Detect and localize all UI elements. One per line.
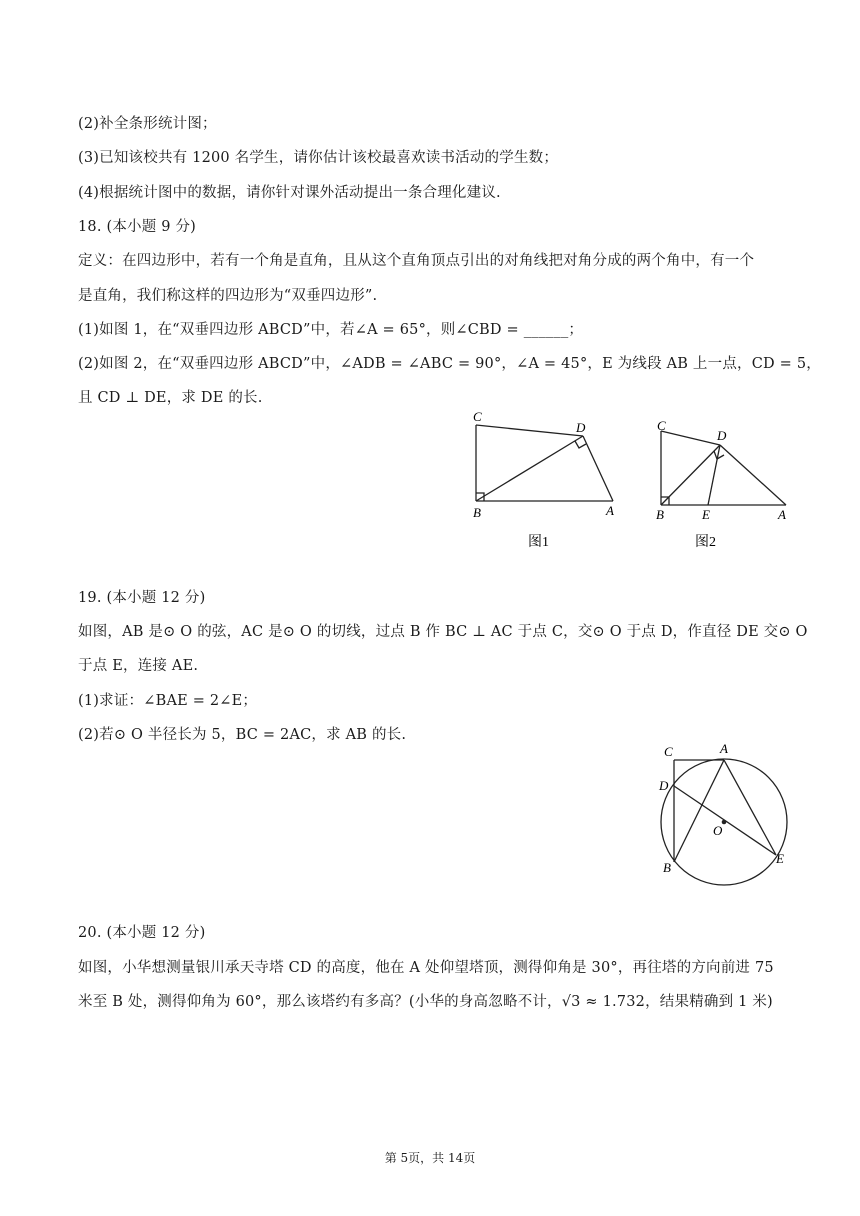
q17-item-4: (4)根据统计图中的数据，请你针对课外活动提出一条合理化建议.	[78, 185, 501, 201]
q18-part-2-line-1: (2)如图 2，在“双垂四边形 ABCD”中，∠ADB = ∠ABC = 90°，∠A = 45°，E 为线段 AB 上一点，CD = 5，	[78, 356, 821, 372]
q20-line-1: 如图，小华想测量银川承天寺塔 CD 的高度，他在 A 处仰望塔顶，测得仰角是 30°，再往塔的方向前进 75	[78, 960, 774, 976]
q19-heading: 19. (本小题 12 分)	[78, 590, 206, 606]
fig19-label-c: C	[664, 744, 673, 759]
fig1-label-d: D	[576, 420, 586, 435]
q18-figure-1	[460, 405, 630, 555]
q19-line-1: 如图，AB 是⊙ O 的弦，AC 是⊙ O 的切线，过点 B 作 BC ⊥ AC 于点 C，交⊙ O 于点 D，作直径 DE 交⊙ O	[78, 624, 808, 640]
q20-heading: 20. (本小题 12 分)	[78, 925, 206, 941]
q18-part-1: (1)如图 1，在“双垂四边形 ABCD”中，若∠A = 65°，则∠CBD = ______；	[78, 322, 584, 338]
q19-part-2: (2)若⊙ O 半径长为 5，BC = 2AC，求 AB 的长.	[78, 727, 407, 743]
fig19-label-a: A	[720, 741, 728, 756]
fig1-caption: 图1	[528, 535, 549, 550]
q20-line-2: 米至 B 处，测得仰角为 60°，那么该塔约有多高？(小华的身高忽略不计，√3 ≈ 1.732，结果精确到 1 米)	[78, 994, 773, 1010]
page-footer: 第 5页，共 14页	[384, 1151, 476, 1165]
fig2-label-e: E	[702, 507, 710, 522]
fig2-label-b: B	[656, 507, 664, 522]
q18-definition-line-2: 是直角，我们称这样的四边形为“双垂四边形”.	[78, 288, 378, 304]
q19-figure	[650, 738, 800, 888]
q18-figure-2	[648, 405, 798, 555]
fig19-label-d: D	[659, 778, 669, 793]
fig19-label-e: E	[776, 851, 784, 866]
q19-line-2: 于点 E，连接 AE.	[78, 658, 199, 674]
fig2-label-a: A	[778, 507, 786, 522]
fig2-caption: 图2	[695, 535, 716, 550]
q17-item-2: (2)补全条形统计图；	[78, 116, 217, 132]
fig19-label-b: B	[663, 860, 671, 875]
fig2-label-c: C	[657, 418, 666, 433]
fig1-label-b: B	[473, 505, 481, 520]
q19-part-1: (1)求证：∠BAE = 2∠E；	[78, 693, 258, 709]
q18-definition-line-1: 定义：在四边形中，若有一个角是直角，且从这个直角顶点引出的对角线把对角分成的两个角中，有一个	[78, 253, 755, 269]
fig1-label-c: C	[473, 409, 482, 424]
q18-part-2-line-2: 且 CD ⊥ DE，求 DE 的长.	[78, 390, 263, 406]
q18-heading: 18. (本小题 9 分)	[78, 219, 197, 235]
q17-item-3: (3)已知该校共有 1200 名学生，请你估计该校最喜欢读书活动的学生数；	[78, 150, 559, 166]
fig2-label-d: D	[717, 428, 727, 443]
fig1-label-a: A	[606, 503, 614, 518]
fig19-label-o: O	[713, 823, 723, 838]
